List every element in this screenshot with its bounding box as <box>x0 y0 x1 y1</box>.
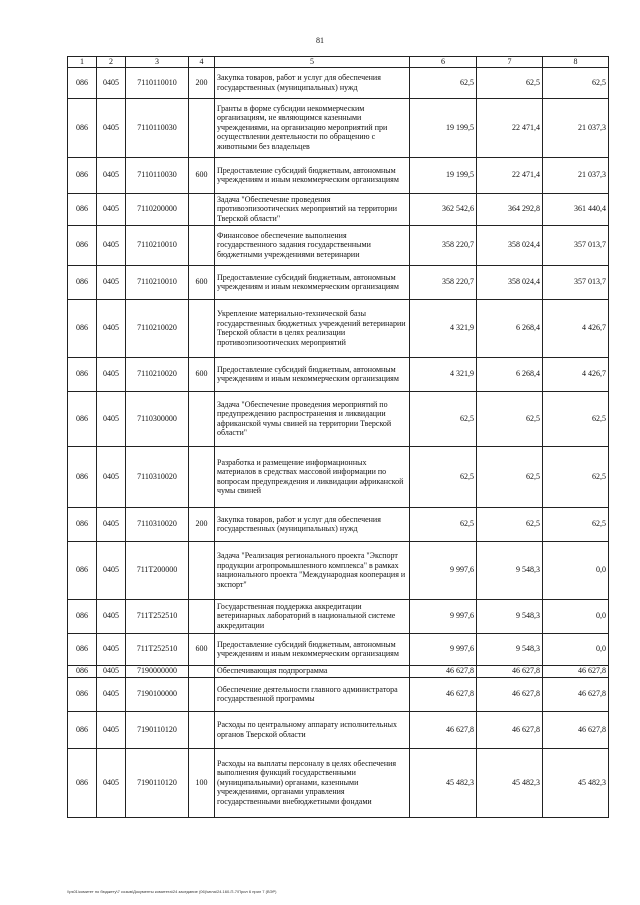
target-article-cell: 7110210010 <box>126 225 189 265</box>
amount-year-1-cell: 62,5 <box>410 67 477 98</box>
amount-year-3-cell: 46 627,8 <box>543 711 609 748</box>
amount-year-3-cell: 0,0 <box>543 541 609 599</box>
target-article-cell: 711Т200000 <box>126 541 189 599</box>
section-code-cell: 0405 <box>97 507 126 541</box>
target-article-cell: 7110310020 <box>126 446 189 507</box>
agency-code-cell: 086 <box>68 446 97 507</box>
expense-type-cell <box>189 193 215 225</box>
agency-code-cell: 086 <box>68 677 97 711</box>
agency-code-cell: 086 <box>68 507 97 541</box>
item-name-cell: Разработка и размещение информационных материалов в средствах массовой информации по вопросам предупреждения и ликвидации африканской чумы свиней <box>215 446 410 507</box>
amount-year-1-cell: 358 220,7 <box>410 225 477 265</box>
item-name-cell: Предоставление субсидий бюджетным, автономным учреждениям и иным некоммерческим организациям <box>215 265 410 299</box>
agency-code-cell: 086 <box>68 665 97 677</box>
amount-year-1-cell: 62,5 <box>410 446 477 507</box>
amount-year-1-cell: 62,5 <box>410 391 477 446</box>
amount-year-3-cell: 4 426,7 <box>543 357 609 391</box>
amount-year-2-cell: 358 024,4 <box>477 225 543 265</box>
target-article-cell: 711Т252510 <box>126 633 189 665</box>
table-header-row <box>68 57 609 68</box>
table-row <box>68 391 609 446</box>
expense-type-cell <box>189 391 215 446</box>
agency-code-cell: 086 <box>68 357 97 391</box>
target-article-cell: 7110110010 <box>126 67 189 98</box>
amount-year-1-cell: 45 482,3 <box>410 748 477 817</box>
target-article-cell: 711Т252510 <box>126 599 189 633</box>
item-name-cell: Обеспечение деятельности главного администратора государственной программы <box>215 677 410 711</box>
agency-code-cell: 086 <box>68 299 97 357</box>
table-row <box>68 446 609 507</box>
target-article-cell: 7190100000 <box>126 677 189 711</box>
agency-code-cell: 086 <box>68 225 97 265</box>
item-name-cell: Предоставление субсидий бюджетным, автономным учреждениям и иным некоммерческим организациям <box>215 157 410 193</box>
amount-year-1-cell: 4 321,9 <box>410 299 477 357</box>
amount-year-2-cell: 45 482,3 <box>477 748 543 817</box>
expense-type-cell <box>189 599 215 633</box>
column-header: 4 <box>189 57 215 68</box>
item-name-cell: Обеспечивающая подпрограмма <box>215 665 410 677</box>
amount-year-3-cell: 46 627,8 <box>543 665 609 677</box>
expense-type-cell <box>189 711 215 748</box>
amount-year-1-cell: 19 199,5 <box>410 98 477 157</box>
amount-year-2-cell: 9 548,3 <box>477 541 543 599</box>
amount-year-2-cell: 9 548,3 <box>477 599 543 633</box>
amount-year-3-cell: 361 440,4 <box>543 193 609 225</box>
expense-type-cell <box>189 677 215 711</box>
table-row <box>68 225 609 265</box>
amount-year-3-cell: 21 037,3 <box>543 157 609 193</box>
item-name-cell: Предоставление субсидий бюджетным, автономным учреждениям и иным некоммерческим организациям <box>215 633 410 665</box>
target-article-cell: 7190110120 <box>126 711 189 748</box>
target-article-cell: 7110300000 <box>126 391 189 446</box>
table-row <box>68 748 609 817</box>
section-code-cell: 0405 <box>97 67 126 98</box>
amount-year-1-cell: 46 627,8 <box>410 677 477 711</box>
section-code-cell: 0405 <box>97 193 126 225</box>
section-code-cell: 0405 <box>97 225 126 265</box>
column-header: 3 <box>126 57 189 68</box>
column-header: 6 <box>410 57 477 68</box>
section-code-cell: 0405 <box>97 157 126 193</box>
column-header: 7 <box>477 57 543 68</box>
amount-year-1-cell: 19 199,5 <box>410 157 477 193</box>
amount-year-2-cell: 9 548,3 <box>477 633 543 665</box>
table-row <box>68 67 609 98</box>
expense-type-cell <box>189 665 215 677</box>
agency-code-cell: 086 <box>68 157 97 193</box>
expense-type-cell <box>189 446 215 507</box>
agency-code-cell: 086 <box>68 748 97 817</box>
section-code-cell: 0405 <box>97 599 126 633</box>
agency-code-cell: 086 <box>68 67 97 98</box>
amount-year-1-cell: 62,5 <box>410 507 477 541</box>
amount-year-3-cell: 62,5 <box>543 67 609 98</box>
target-article-cell: 7190110120 <box>126 748 189 817</box>
agency-code-cell: 086 <box>68 711 97 748</box>
amount-year-2-cell: 22 471,4 <box>477 98 543 157</box>
target-article-cell: 7110310020 <box>126 507 189 541</box>
section-code-cell: 0405 <box>97 357 126 391</box>
table-row <box>68 541 609 599</box>
section-code-cell: 0405 <box>97 98 126 157</box>
amount-year-3-cell: 0,0 <box>543 633 609 665</box>
page-number: 81 <box>316 36 324 45</box>
item-name-cell: Задача "Обеспечение проведения мероприятий по предупреждению распространения и ликвидации африканской чумы свиней на территории Тверской области" <box>215 391 410 446</box>
amount-year-1-cell: 46 627,8 <box>410 665 477 677</box>
amount-year-2-cell: 6 268,4 <box>477 299 543 357</box>
target-article-cell: 7110110030 <box>126 98 189 157</box>
expense-type-cell <box>189 225 215 265</box>
amount-year-3-cell: 21 037,3 <box>543 98 609 157</box>
target-article-cell: 7110110030 <box>126 157 189 193</box>
amount-year-2-cell: 22 471,4 <box>477 157 543 193</box>
item-name-cell: Закупка товаров, работ и услуг для обеспечения государственных (муниципальных) нужд <box>215 67 410 98</box>
expense-type-cell <box>189 541 215 599</box>
agency-code-cell: 086 <box>68 98 97 157</box>
table-row <box>68 599 609 633</box>
column-header: 1 <box>68 57 97 68</box>
amount-year-3-cell: 357 013,7 <box>543 265 609 299</box>
amount-year-2-cell: 6 268,4 <box>477 357 543 391</box>
item-name-cell: Укрепление материально-технической базы государственных бюджетных учреждений ветеринарии Тверской области в целях реализации противоэпизоотических мероприятий <box>215 299 410 357</box>
table-row <box>68 98 609 157</box>
expense-type-cell <box>189 299 215 357</box>
target-article-cell: 7110210020 <box>126 357 189 391</box>
table-row <box>68 193 609 225</box>
column-header: 2 <box>97 57 126 68</box>
amount-year-3-cell: 62,5 <box>543 507 609 541</box>
agency-code-cell: 086 <box>68 599 97 633</box>
section-code-cell: 0405 <box>97 677 126 711</box>
amount-year-1-cell: 358 220,7 <box>410 265 477 299</box>
item-name-cell: Государственная поддержка аккредитации ветеринарных лабораторий в национальной системе аккредитации <box>215 599 410 633</box>
item-name-cell: Задача "Реализация регионального проекта "Экспорт продукции агропромышленного комплекса" в рамках национального проекта "Международная кооперация и экспорт" <box>215 541 410 599</box>
agency-code-cell: 086 <box>68 193 97 225</box>
table-row <box>68 265 609 299</box>
section-code-cell: 0405 <box>97 711 126 748</box>
table-row <box>68 357 609 391</box>
agency-code-cell: 086 <box>68 391 97 446</box>
footer-file-path: \\ps01\комитет по бюджету\7 созыв\Документы комитета\24 заседание (06)\мгла\24.160-П-7\Прил 6 прил 7 (ВЭР) <box>67 889 277 894</box>
section-code-cell: 0405 <box>97 665 126 677</box>
amount-year-1-cell: 362 542,6 <box>410 193 477 225</box>
expense-type-cell: 600 <box>189 357 215 391</box>
section-code-cell: 0405 <box>97 748 126 817</box>
section-code-cell: 0405 <box>97 446 126 507</box>
table-row <box>68 677 609 711</box>
item-name-cell: Предоставление субсидий бюджетным, автономным учреждениям и иным некоммерческим организациям <box>215 357 410 391</box>
agency-code-cell: 086 <box>68 265 97 299</box>
column-header: 5 <box>215 57 410 68</box>
amount-year-2-cell: 62,5 <box>477 391 543 446</box>
section-code-cell: 0405 <box>97 391 126 446</box>
amount-year-3-cell: 45 482,3 <box>543 748 609 817</box>
amount-year-1-cell: 9 997,6 <box>410 541 477 599</box>
table-row <box>68 157 609 193</box>
table-row <box>68 711 609 748</box>
item-name-cell: Задача "Обеспечение проведения противоэпизоотических мероприятий на территории Тверской области" <box>215 193 410 225</box>
column-header: 8 <box>543 57 609 68</box>
item-name-cell: Гранты в форме субсидии некоммерческим организациям, не являющимся казенными учреждениями, на организацию мероприятий при осуществлении деятельности по обращению с животными без владельцев <box>215 98 410 157</box>
expense-type-cell: 200 <box>189 67 215 98</box>
amount-year-1-cell: 46 627,8 <box>410 711 477 748</box>
expense-type-cell: 600 <box>189 265 215 299</box>
table-row <box>68 507 609 541</box>
expense-type-cell: 100 <box>189 748 215 817</box>
amount-year-3-cell: 62,5 <box>543 446 609 507</box>
target-article-cell: 7110200000 <box>126 193 189 225</box>
table-row <box>68 665 609 677</box>
amount-year-3-cell: 0,0 <box>543 599 609 633</box>
amount-year-2-cell: 358 024,4 <box>477 265 543 299</box>
amount-year-2-cell: 62,5 <box>477 507 543 541</box>
amount-year-3-cell: 4 426,7 <box>543 299 609 357</box>
expense-type-cell: 600 <box>189 633 215 665</box>
amount-year-2-cell: 364 292,8 <box>477 193 543 225</box>
amount-year-3-cell: 62,5 <box>543 391 609 446</box>
amount-year-3-cell: 46 627,8 <box>543 677 609 711</box>
section-code-cell: 0405 <box>97 265 126 299</box>
amount-year-2-cell: 46 627,8 <box>477 677 543 711</box>
amount-year-1-cell: 9 997,6 <box>410 599 477 633</box>
expense-type-cell <box>189 98 215 157</box>
section-code-cell: 0405 <box>97 299 126 357</box>
amount-year-2-cell: 62,5 <box>477 446 543 507</box>
amount-year-2-cell: 62,5 <box>477 67 543 98</box>
table-row <box>68 633 609 665</box>
item-name-cell: Финансовое обеспечение выполнения государственного задания государственными бюджетными учреждениями ветеринарии <box>215 225 410 265</box>
amount-year-2-cell: 46 627,8 <box>477 711 543 748</box>
amount-year-2-cell: 46 627,8 <box>477 665 543 677</box>
target-article-cell: 7110210020 <box>126 299 189 357</box>
amount-year-1-cell: 4 321,9 <box>410 357 477 391</box>
target-article-cell: 7190000000 <box>126 665 189 677</box>
section-code-cell: 0405 <box>97 633 126 665</box>
amount-year-3-cell: 357 013,7 <box>543 225 609 265</box>
section-code-cell: 0405 <box>97 541 126 599</box>
amount-year-1-cell: 9 997,6 <box>410 633 477 665</box>
item-name-cell: Расходы на выплаты персоналу в целях обеспечения выполнения функций государственными (муниципальными) органами, казенными учреждениями, органами управления государственными внебюджетными фондами <box>215 748 410 817</box>
target-article-cell: 7110210010 <box>126 265 189 299</box>
expense-type-cell: 600 <box>189 157 215 193</box>
table-row <box>68 299 609 357</box>
agency-code-cell: 086 <box>68 633 97 665</box>
agency-code-cell: 086 <box>68 541 97 599</box>
budget-table <box>67 56 609 818</box>
item-name-cell: Закупка товаров, работ и услуг для обеспечения государственных (муниципальных) нужд <box>215 507 410 541</box>
item-name-cell: Расходы по центральному аппарату исполнительных органов Тверской области <box>215 711 410 748</box>
expense-type-cell: 200 <box>189 507 215 541</box>
